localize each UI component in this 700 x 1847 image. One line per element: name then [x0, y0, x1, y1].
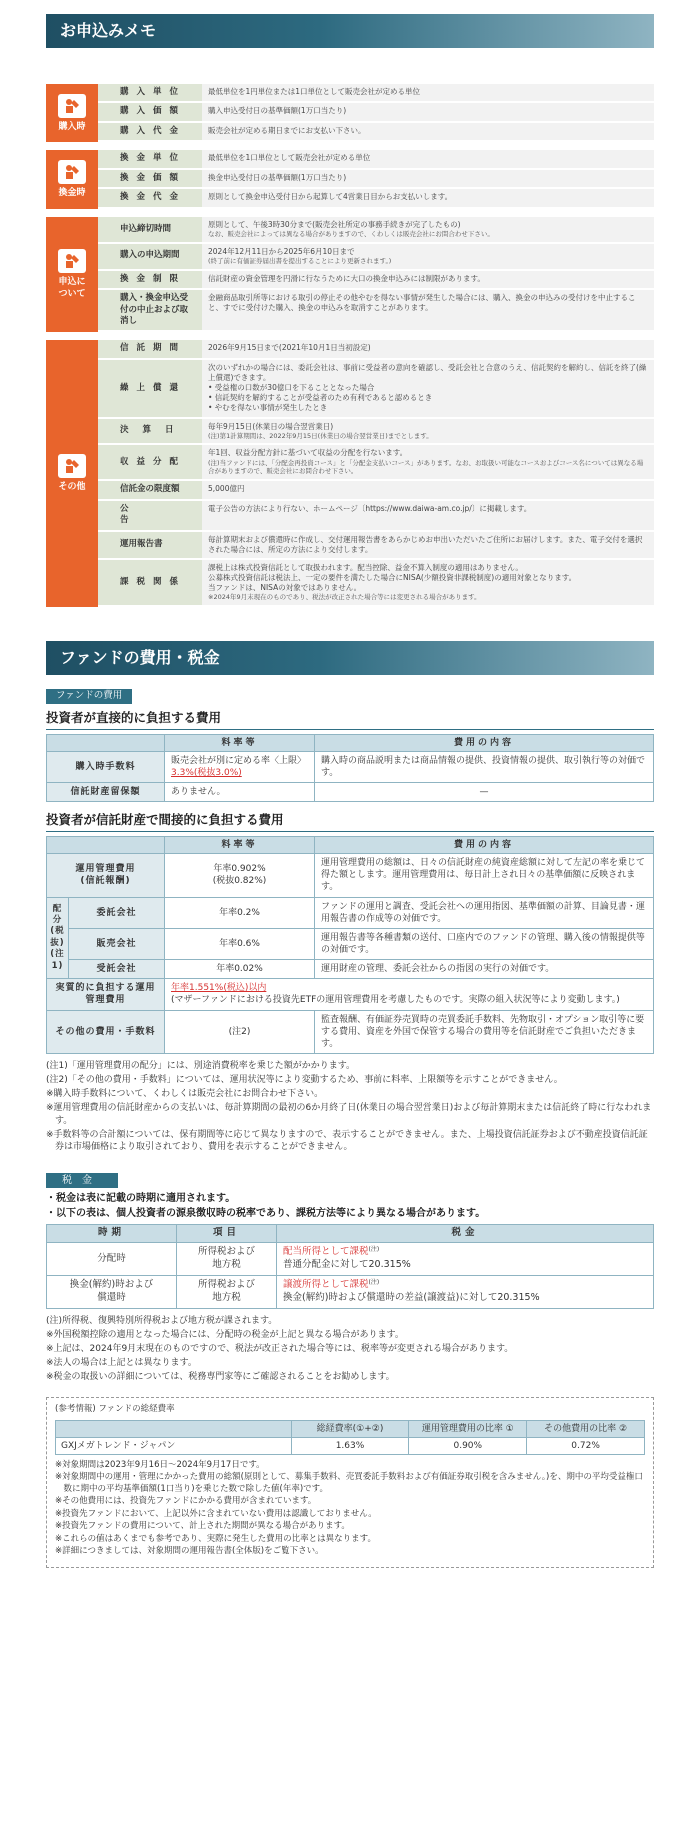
memo-row [98, 189, 654, 208]
memo-row [98, 170, 654, 189]
indirect-cost-table [46, 836, 654, 1054]
memo-category [46, 84, 98, 142]
memo-row-value [202, 189, 654, 206]
retention-label: 信託財産留保額 [47, 783, 165, 802]
table-row [47, 1010, 654, 1053]
ref-note: ※その他費用には、投資先ファンドにかかる費用が含まれています。 [55, 1496, 317, 1507]
memo-value-text: 5,000億円 [208, 484, 245, 494]
tax-item: 所得税および 地方税 [177, 1243, 277, 1276]
tax-bullet: ・税金は表に記載の時期に適用されます。 [46, 1193, 236, 1205]
table-row [47, 897, 654, 928]
memo-row [98, 532, 654, 560]
header-content: 費用の内容 [315, 837, 654, 854]
tax-header-tax: 税金 [277, 1225, 654, 1243]
memo-value-list-item: 公募株式投資信託は税法上、一定の要件を満たした場合にNISA(少額投資非課税制度)の適用対象となります。 [208, 572, 577, 582]
alloc-trustee-label: 受託会社 [69, 960, 165, 979]
memo-row-value [202, 84, 654, 101]
tax-bullets [46, 1192, 654, 1220]
memo-row-label: 購入代金 [120, 125, 187, 136]
memo-category-label: 換金時 [58, 187, 86, 198]
tax-tag: 税金 [46, 1173, 118, 1189]
memo-row [98, 217, 654, 244]
memo-row [98, 560, 654, 607]
tax-bullet: ・以下の表は、個人投資者の源泉徴収時の税率であり、課税方法等により異なる場合があります。 [46, 1207, 486, 1219]
alloc-trustor-rate: 年率0.2% [165, 897, 315, 928]
memo-row [98, 290, 654, 332]
memo-row-label: 換金単位 [120, 153, 187, 164]
fee-note: (注1)「運用管理費用の配分」には、別途消費税率を乗じた額がかかります。 [46, 1061, 356, 1071]
memo-row-value [202, 170, 654, 187]
table-row [47, 1275, 654, 1308]
memo-row-label: 決算日 [120, 425, 188, 436]
indirect-cost-title: 投資者が信託財産で間接的に負担する費用 [46, 812, 654, 832]
memo-value-text: 原則として換金申込受付日から起算して4営業日目からお支払いします。 [208, 192, 453, 202]
memo-value-text: 最低単位を1口単位として販売会社が定める単位 [208, 153, 371, 163]
memo-value-text: 毎計算期末および償還時に作成し、交付運用報告書をあらかじめお申出いただいたご住所にお届けします。また、電子交付を選択された場合には、所定の方法により交付します。 [208, 534, 643, 554]
memo-block [46, 340, 654, 606]
memo-value-list-item: 当ファンドは、NISAの対象ではありません。 [208, 583, 362, 593]
memo-section-header: お申込みメモ [46, 14, 654, 48]
memo-value-text: 金融商品取引所等における取引の停止その他やむを得ない事情が発生した場合には、購入、換金の申込みの受付けを中止すること、すでに受付けた購入、換金の申込みを取消すことがあります。 [208, 293, 636, 313]
memo-row-label: 換金価額 [120, 172, 187, 183]
tax-detail: 普通分配金に対して20.315% [283, 1259, 411, 1271]
header-empty [47, 734, 165, 751]
memo-row [98, 445, 654, 481]
memo-value-text: 販売会社が定める期日までにお支払い下さい。 [208, 125, 366, 135]
header-rate: 料率等 [165, 734, 315, 751]
reference-title: (参考情報) ファンドの総経費率 [55, 1404, 175, 1415]
memo-value-note: なお、販売会社によっては異なる場合がありますので、くわしくは販売会社にお問合わせ下さい。 [208, 229, 494, 238]
alloc-trustor-content: ファンドの運用と調査、受託会社への運用指図、基準価額の計算、目論見書・運用報告書の作成等の対価です。 [315, 897, 654, 928]
effective-fee-note: (マザーファンドにおける投資先ETFの運用管理費用を考慮したものです。実際の組入状況等により変動します。) [171, 995, 620, 1006]
alloc-seller-content: 運用報告書等各種書類の送付、口座内でのファンドの管理、購入後の情報提供等の対価です。 [315, 928, 654, 959]
memo-row [98, 271, 654, 290]
memo-row-label: 購入の申込期間 [120, 250, 180, 261]
memo-value-list-item: • 信託契約を解約することが受益者のため有利であると認めるとき [208, 393, 433, 403]
tax-header-item: 項目 [177, 1225, 277, 1243]
expense-ratio-table [55, 1420, 645, 1455]
table-row [47, 854, 654, 897]
memo-row [98, 150, 654, 169]
purchase-icon [58, 94, 86, 118]
fee-note: ※手数料等の合計額については、保有期間等に応じて異なりますので、表示することができません。また、上場投資信託証券および不動産投資信託証券は市場価格により取引されており、費用を表示することができません。 [46, 1129, 648, 1152]
tax-note: ※上記は、2024年9月末現在のものですので、税法が改正された場合等には、税率等が変更される場合があります。 [46, 1343, 514, 1354]
table-row [56, 1437, 645, 1454]
retention-rate: ありません。 [165, 783, 315, 802]
memo-row-label: 申込締切時間 [120, 223, 172, 234]
memo-row-label: 換金制限 [120, 273, 187, 284]
memo-value-note: (注)当ファンドには、「分配金再投資コース」と「分配金支払いコース」があります。なお、お取扱い可能なコースおよびコース名については異なる場合がありますので、販売会社にお問合わせ下さい。 [208, 458, 644, 476]
tax-timing: 分配時 [47, 1243, 177, 1276]
ref-note: ※詳細につきましては、対象期間の運用報告書(全体版)をご覧下さい。 [55, 1546, 324, 1557]
fee-notes [46, 1060, 654, 1153]
fee-note: ※運用管理費用の信託財産からの支払いは、毎計算期間の最初の6か月終了日(休業日の場合翌営業日)および毎計算期末または信託終了時に行なわれます。 [46, 1103, 652, 1126]
mgmt-fee-content: 運用管理費用の総額は、日々の信託財産の純資産総額に対して左記の率を乗じて得た額とします。運用管理費用は、毎日計上され日々の基準価額に反映されます。 [315, 854, 654, 897]
memo-value-list-item: ※2024年9月末現在のものであり、税法が改正された場合等には変更される場合があります。 [208, 593, 481, 602]
memo-row [98, 419, 654, 446]
memo-value-text: 課税上は株式投資信託として取扱われます。配当控除、益金不算入制度の適用はありません。 [208, 562, 523, 572]
memo-value-text: 2024年12月11日から2025年6月10日まで [208, 246, 355, 256]
memo-row [98, 360, 654, 419]
memo-row-value [202, 560, 654, 605]
memo-row-value [202, 217, 654, 242]
memo-category [46, 340, 98, 606]
purchase-fee-label: 購入時手数料 [47, 751, 165, 782]
memo-value-text: 年1回、収益分配方針に基づいて収益の分配を行ないます。 [208, 448, 408, 458]
memo-row-value [202, 244, 654, 269]
memo-row [98, 244, 654, 271]
tax-detail-cell [277, 1243, 654, 1276]
effective-fee-label: 実質的に負担する運用管理費用 [47, 979, 165, 1010]
memo-row-value [202, 445, 654, 479]
memo-row-label: 信託期間 [120, 343, 187, 354]
tax-notes [46, 1315, 654, 1384]
memo-row-value [202, 340, 654, 357]
fees-section-header: ファンドの費用・税金 [46, 641, 654, 675]
memo-row-value [202, 360, 654, 417]
tax-item: 所得税および 地方税 [177, 1275, 277, 1308]
purchase-fee-max: 3.3%(税抜3.0%) [171, 767, 242, 778]
ref-header: その他費用の比率 ② [527, 1420, 645, 1437]
memo-value-text: 電子公告の方法により行ない、ホームページ〔https://www.daiwa-am.co.jp/〕に掲載します。 [208, 503, 532, 513]
memo-value-text: 次のいずれかの場合には、委託会社は、事前に受益者の意向を確認し、受託会社と合意のうえ、信託契約を解約し、信託を終了(繰上償還)できます。 [208, 362, 647, 383]
tax-timing: 換金(解約)時および 償還時 [47, 1275, 177, 1308]
redemption-icon [58, 160, 86, 184]
memo-value-note: (注)第1計算期間は、2022年9月15日(休業日の場合翌営業日)までとします。 [208, 431, 433, 440]
memo-value-text: 毎年9月15日(休業日の場合翌営業日) [208, 421, 334, 431]
tax-note: (注)所得税、復興特別所得税および地方税が課されます。 [46, 1315, 278, 1326]
mgmt-fee-label: 運用管理費用 (信託報酬) [47, 854, 165, 897]
tax-type: 配当所得として課税 [283, 1246, 369, 1258]
memo-row-label: 公告 [120, 503, 159, 526]
memo-row-label: 収益分配 [120, 456, 187, 467]
memo-row-value [202, 123, 654, 140]
retention-content: — [315, 783, 654, 802]
alloc-trustee-content: 運用財産の管理、委託会社からの指図の実行の対価です。 [315, 960, 654, 979]
tax-note: ※税金の取扱いの詳細については、税務専門家等にご確認されることをお勧めします。 [46, 1372, 395, 1383]
table-row [47, 751, 654, 782]
other-icon [58, 454, 86, 478]
fee-note: (注2)「その他の費用・手数料」については、運用状況等により変動するため、事前に料率、上限額等を示すことができません。 [46, 1075, 563, 1086]
tax-note-mark: (注) [368, 1278, 380, 1286]
memo-category-label: 申込に ついて [58, 277, 86, 299]
memo-row-label: 購入価額 [120, 106, 187, 117]
memo-row-label: 購入単位 [120, 87, 187, 97]
memo-row [98, 481, 654, 500]
other-fee-rate: (注2) [165, 1010, 315, 1053]
tax-detail-cell [277, 1275, 654, 1308]
tax-note: ※法人の場合は上記とは異なります。 [46, 1357, 197, 1368]
purchase-fee-rate: 販売会社が別に定める率〈上限〉 3.3%(税抜3.0%) [165, 751, 315, 782]
ref-note: ※投資先ファンドの費用について、計上された期間が異なる場合があります。 [55, 1521, 350, 1532]
memo-block [46, 217, 654, 333]
direct-cost-table [46, 734, 654, 803]
memo-value-text: 2026年9月15日まで(2021年10月1日当初設定) [208, 343, 371, 353]
memo-value-list-item: • やむを得ない事情が発生したとき [208, 403, 328, 413]
ref-header: 運用管理費用の比率 ① [409, 1420, 527, 1437]
purchase-fee-content: 購入時の商品説明または商品情報の提供、投資情報の提供、取引執行等の対価です。 [315, 751, 654, 782]
table-row [47, 783, 654, 802]
memo-category-label: 購入時 [58, 121, 86, 132]
memo-row-value [202, 501, 654, 530]
table-row [47, 960, 654, 979]
memo-row-label: 信託金の限度額 [120, 484, 180, 495]
table-row [47, 979, 654, 1010]
effective-fee-rate: 年率1.551%(税込)以内 [171, 983, 267, 994]
ref-note: ※これらの値はあくまでも参考であり、実際に発生した費用の比率とは異なります。 [55, 1533, 376, 1544]
header-empty [47, 837, 165, 854]
reference-box [46, 1397, 654, 1568]
total-expense-ratio: 1.63% [291, 1437, 409, 1454]
fund-name: GXJメガトレンド・ジャパン [56, 1437, 292, 1454]
memo-category-label: その他 [58, 482, 86, 493]
tax-note-mark: (注) [368, 1246, 380, 1254]
memo-row-value [202, 290, 654, 330]
memo-row-value [202, 150, 654, 167]
ref-note: ※対象期間は2023年9月16日～2024年9月17日です。 [55, 1460, 265, 1470]
memo-row-value [202, 532, 654, 558]
memo-row-label: 換金代金 [120, 192, 187, 203]
memo-row-label: 課税関係 [120, 576, 187, 587]
memo-category [46, 217, 98, 333]
memo-row-label: 運用報告書 [120, 538, 163, 549]
direct-cost-title: 投資者が直接的に負担する費用 [46, 710, 654, 730]
memo-row-value [202, 419, 654, 444]
alloc-seller-rate: 年率0.6% [165, 928, 315, 959]
table-row [47, 1243, 654, 1276]
other-expense-ratio: 0.72% [527, 1437, 645, 1454]
memo-row-value [202, 271, 654, 288]
tax-detail: 換金(解約)時および償還時の差益(譲渡益)に対して20.315% [283, 1291, 540, 1303]
memo-value-text: 換金申込受付日の基準価額(1万口当たり) [208, 172, 347, 182]
tax-table [46, 1224, 654, 1308]
allocation-label: 配分 (税抜) (注1) [47, 897, 69, 979]
header-content: 費用の内容 [315, 734, 654, 751]
memo-block [46, 84, 654, 142]
memo-row [98, 84, 654, 103]
table-row [47, 928, 654, 959]
fee-note: ※購入時手数料について、くわしくは販売会社にお問合わせ下さい。 [46, 1089, 324, 1100]
memo-value-note: (終了前に有価証券届出書を提出することにより更新されます。) [208, 256, 392, 265]
mgmt-fee-rate: 年率0.902% (税抜0.82%) [165, 854, 315, 897]
ref-note: ※投資先ファンドにおいて、上記以外に含まれていない費用は認識しておりません。 [55, 1508, 377, 1519]
tax-type: 譲渡所得として課税 [283, 1278, 369, 1290]
reference-notes [55, 1460, 645, 1558]
application-icon [58, 249, 86, 273]
memo-row [98, 123, 654, 142]
other-fee-content: 監査報酬、有価証券売買時の売買委託手数料、先物取引・オプション取引等に要する費用、資産を外国で保管する場合の費用等を信託財産でご負担いただきます。 [315, 1010, 654, 1053]
memo-value-text: 購入申込受付日の基準価額(1万口当たり) [208, 106, 347, 116]
alloc-trustor-label: 委託会社 [69, 897, 165, 928]
memo-value-text: 信託財産の資金管理を円滑に行なうために大口の換金申込みには制限があります。 [208, 273, 485, 283]
ref-note: ※対象期間中の運用・管理にかかった費用の総額(原則として、募集手数料、売買委託手数料および有価証券取引税を含みません。)を、期中の平均受益権口数に期中の平均基準価額(1口当り)を乗じた数で除した値(年率)です。 [55, 1472, 643, 1494]
memo-row [98, 501, 654, 532]
fund-cost-tag: ファンドの費用 [46, 689, 132, 704]
mgmt-expense-ratio: 0.90% [409, 1437, 527, 1454]
ref-header [56, 1420, 292, 1437]
memo-row-label: 繰上償還 [120, 382, 187, 393]
other-fee-label: その他の費用・手数料 [47, 1010, 165, 1053]
memo-value-list-item: • 受益権の口数が30億口を下ることとなった場合 [208, 383, 375, 393]
effective-fee-value [165, 979, 654, 1010]
header-rate: 料率等 [165, 837, 315, 854]
memo-container [46, 84, 654, 607]
alloc-trustee-rate: 年率0.02% [165, 960, 315, 979]
ref-header: 総経費率(①+②) [291, 1420, 409, 1437]
memo-value-text: 原則として、午後3時30分まで(販売会社所定の事務手続きが完了したもの) [208, 219, 461, 229]
memo-value-text: 最低単位を1円単位または1口単位として販売会社が定める単位 [208, 87, 421, 96]
memo-row-value [202, 481, 654, 498]
memo-category [46, 150, 98, 208]
memo-row-value [202, 103, 654, 120]
memo-row [98, 103, 654, 122]
tax-note: ※外国税額控除の適用となった場合には、分配時の税金が上記と異なる場合があります。 [46, 1329, 404, 1340]
memo-row [98, 340, 654, 359]
alloc-seller-label: 販売会社 [69, 928, 165, 959]
memo-row-label: 購入・換金申込受付の中止および取消し [120, 293, 189, 326]
memo-block [46, 150, 654, 208]
tax-header-timing: 時期 [47, 1225, 177, 1243]
